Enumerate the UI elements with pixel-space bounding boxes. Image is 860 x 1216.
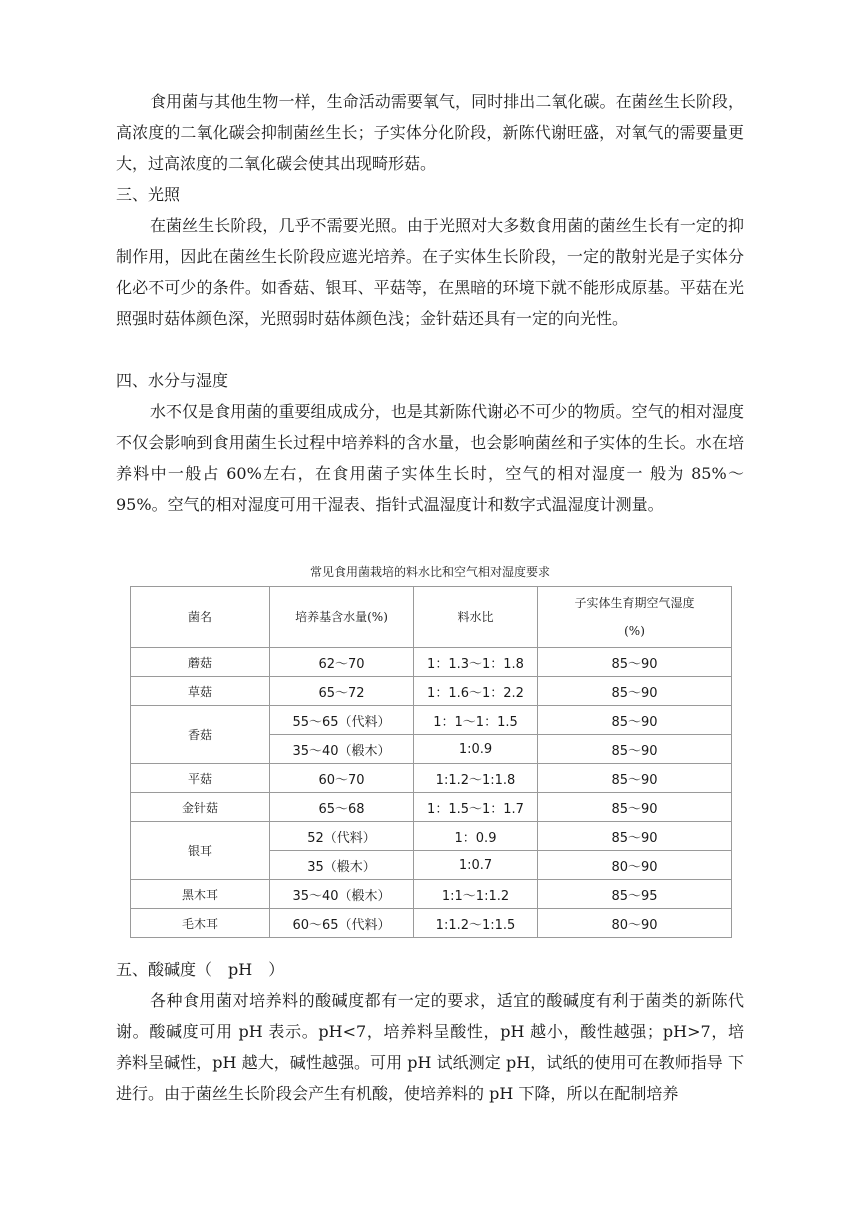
cell-humidity: 80～90 bbox=[538, 909, 732, 938]
paragraph-oxygen: 食用菌与其他生物一样，生命活动需要氧气，同时排出二氧化碳。在菌丝生长阶段，高浓度的二氧化碳会抑制菌丝生长；子实体分化阶段，新陈代谢旺盛，对氧气的需要量更大，过高浓度的二氧化碳会使其出现畸形菇。 bbox=[116, 92, 744, 173]
header-name: 菌名 bbox=[131, 587, 270, 648]
cell-humidity: 80～90 bbox=[538, 851, 732, 880]
heading-ph: 五、酸碱度（ pH ） bbox=[116, 960, 285, 979]
moisture-table bbox=[130, 586, 732, 938]
cell-name: 银耳 bbox=[131, 822, 270, 880]
cell-moisture: 55～65（代料） bbox=[270, 706, 414, 735]
table-header-row bbox=[131, 587, 732, 648]
cell-ratio: 1：1.3～1：1.8 bbox=[414, 648, 538, 677]
cell-ratio: 1：1～1：1.5 bbox=[414, 706, 538, 735]
table-row bbox=[131, 764, 732, 793]
table-row bbox=[131, 677, 732, 706]
table-caption: 常见食用菌栽培的料水比和空气相对湿度要求 bbox=[309, 565, 550, 579]
cell-ratio: 1:1.2～1:1.5 bbox=[414, 909, 538, 938]
cell-name: 毛木耳 bbox=[131, 909, 270, 938]
header-ratio: 料水比 bbox=[414, 587, 538, 648]
cell-humidity: 85～90 bbox=[538, 822, 732, 851]
cell-ratio: 1：1.5～1：1.7 bbox=[414, 793, 538, 822]
cell-moisture: 60～65（代料） bbox=[270, 909, 414, 938]
cell-ratio: 1：0.9 bbox=[414, 822, 538, 851]
cell-moisture: 35～40（椴木） bbox=[270, 735, 414, 764]
header-humidity bbox=[538, 587, 732, 648]
cell-ratio: 1:1.2～1:1.8 bbox=[414, 764, 538, 793]
cell-humidity: 85～95 bbox=[538, 880, 732, 909]
table-row bbox=[131, 822, 732, 851]
header-moisture: 培养基含水量(%) bbox=[270, 587, 414, 648]
cell-moisture: 35（椴木） bbox=[270, 851, 414, 880]
paragraph-moisture: 水不仅是食用菌的重要组成成分，也是其新陈代谢必不可少的物质。空气的相对湿度不仅会影响到食用菌生长过程中培养料的含水量，也会影响菌丝和子实体的生长。水在培养料中一般占 60%左右，在食用菌子实体生长时，空气的相对湿度一 般为 85%～95%。空气的相对湿度可用干湿表、指针式温湿度计和数字式温湿度计测量。 bbox=[116, 402, 744, 514]
cell-humidity: 85～90 bbox=[538, 706, 732, 735]
paragraph-ph: 各种食用菌对培养料的酸碱度都有一定的要求，适宜的酸碱度有利于菌类的新陈代谢。酸碱度可用 pH 表示。pH<7，培养料呈酸性，pH 越小，酸性越强；pH>7，培 养料呈碱性，pH 越大，碱性越强。可用 pH 试纸测定 pH，试纸的使用可在教师指导 下进行。由于菌丝生长阶段会产生有机酸，使培养料的 pH 下降，所以在配制培养 bbox=[116, 991, 744, 1103]
cell-ratio: 1:0.9 bbox=[414, 735, 538, 764]
cell-name: 香菇 bbox=[131, 706, 270, 764]
cell-moisture: 52（代料） bbox=[270, 822, 414, 851]
cell-ratio: 1：1.6～1：2.2 bbox=[414, 677, 538, 706]
table-row bbox=[131, 909, 732, 938]
table-row bbox=[131, 880, 732, 909]
heading-light: 三、光照 bbox=[116, 185, 181, 204]
cell-moisture: 65～68 bbox=[270, 793, 414, 822]
cell-moisture: 65～72 bbox=[270, 677, 414, 706]
heading-moisture: 四、水分与湿度 bbox=[116, 371, 229, 390]
header-humidity-line1: 子实体生育期空气湿度 bbox=[574, 596, 695, 610]
table-row bbox=[131, 706, 732, 735]
cell-name: 金针菇 bbox=[131, 793, 270, 822]
cell-humidity: 85～90 bbox=[538, 648, 732, 677]
paragraph-light: 在菌丝生长阶段，几乎不需要光照。由于光照对大多数食用菌的菌丝生长有一定的抑制作用，因此在菌丝生长阶段应遮光培养。在子实体生长阶段，一定的散射光是子实体分化必不可少的条件。如香菇、银耳、平菇等，在黑暗的环境下就不能形成原基。平菇在光照强时菇体颜色深，光照弱时菇体颜色浅；金针菇还具有一定的向光性。 bbox=[116, 216, 744, 328]
cell-name: 草菇 bbox=[131, 677, 270, 706]
cell-ratio: 1:1～1:1.2 bbox=[414, 880, 538, 909]
cell-name: 黑木耳 bbox=[131, 880, 270, 909]
cell-ratio: 1:0.7 bbox=[414, 851, 538, 880]
table-row bbox=[131, 793, 732, 822]
cell-moisture: 62～70 bbox=[270, 648, 414, 677]
cell-name: 平菇 bbox=[131, 764, 270, 793]
cell-humidity: 85～90 bbox=[538, 735, 732, 764]
cell-humidity: 85～90 bbox=[538, 793, 732, 822]
cell-moisture: 60～70 bbox=[270, 764, 414, 793]
cell-humidity: 85～90 bbox=[538, 764, 732, 793]
table-row bbox=[131, 648, 732, 677]
cell-name: 蘑菇 bbox=[131, 648, 270, 677]
cell-humidity: 85～90 bbox=[538, 677, 732, 706]
cell-moisture: 35～40（椴木） bbox=[270, 880, 414, 909]
header-humidity-line2: (%) bbox=[624, 624, 645, 638]
